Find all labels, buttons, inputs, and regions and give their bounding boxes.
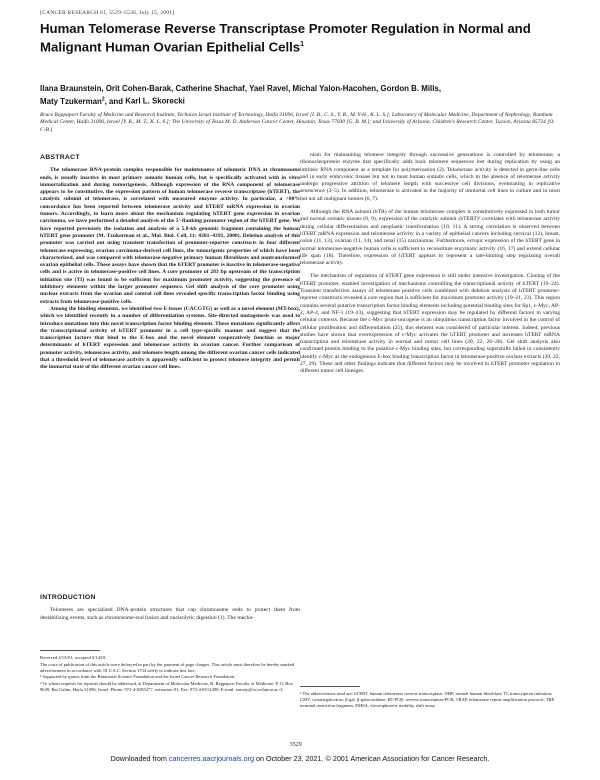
title-text: Human Telomerase Reverse Transcriptase Promoter Regulation in Normal and Malignant Human Ovarian Epithelial Cells	[40, 21, 531, 55]
author: Ilana Braunstein,	[40, 84, 106, 93]
page-number: 5529	[290, 742, 302, 748]
right-column	[300, 152, 560, 382]
author: Michal Yalon-Hacohen,	[292, 84, 381, 93]
footnote-rule	[40, 650, 100, 651]
footnote-abbreviations	[300, 686, 560, 708]
affiliations: Bruce Rappaport Faculty of Medicine and Research Institute, Technion Israel Institute of Technology, Haifa 31096, Israel [I. B., C. S., Y. R., M. Y-H., K. L. S.]; Laboratory of Molecular Medicine, Department of Nephrology, Rambam Medical Center, Haifa 31096, Israel [Y. R., M. T., K. L. S.]; The University of Texas M. D. Anderson Cancer Center, Houston, Texas 77030 [G. B. M.]; and University of Arizona, Children’s Research Center, Tucson, Arizona 85724 [O. C-B.]	[40, 112, 555, 133]
download-prefix: Downloaded from	[110, 754, 169, 763]
introduction-section	[40, 592, 300, 622]
author: Catherine Shachaf,	[175, 84, 250, 93]
author: Yael Ravel,	[249, 84, 293, 93]
abstract-paragraph: Among the binding elements, we identified two E-boxes (CACGTG) as well as a novel element (MT-box), which we identified recently in a number of differentiation systems. Site-directed mutagenesis was used to introduce mutations into this novel transcription factor binding element. These mutations significantly affect the transcriptional activity of hTERT promoter in a cell type-specific manner and suggest that the transcription factors that bind to the E-box and the novel element cooperatively function as major determinants of hTERT expression and telomerase activity in ovarian cancer. Further comparison of promoter activity, telomerase activity, and telomere length among the different ovarian cancer cells indicated that a threshold level of telomerase activity is apparently sufficient to protect telomere integrity and permit the immortal state of the different ovarian cancer cell lines.	[40, 305, 300, 371]
footnote: ³ The abbreviations used are: hTERT, human telomerase reverse transcriptase; NHF, normal human fibroblast; TI, transcription initiation; CMV, cytomegalovirus; β-gal, β-galactosidase; RT-PCR, reverse transcription-PCR; TRAP, telomerase repeat amplification protocol; TRF, terminal restriction fragment; EMSA, electrophoretic mobility shift assay.	[300, 691, 556, 708]
author: Maty Tzukerman$^2$, and	[40, 96, 126, 106]
body-paragraph: Telomeres are specialized DNA-protein structures that cap chromosome ends to protect them from destabilizing events, such as chromosome-end fusion and nucleolytic digestion (1). The mecha-	[40, 607, 300, 621]
download-notice	[0, 755, 600, 764]
abstract-section	[40, 152, 300, 372]
download-suffix: on October 23, 2021. © 2001 American Association for Cancer Research.	[254, 754, 490, 763]
title-footnote-marker: 1	[300, 41, 305, 48]
footnote: Received 1/15/01; accepted 5/14/01.	[40, 655, 108, 660]
footnote: ² To whom requests for reprints should be addressed, at Department of Molecular Medicine, B. Rappaport Faculty of Medicine, P. O. Box 9649, Bat Galim, Haifa 31096, Israel. Phone: 972-4-8295277, extension 81; Fax: 972-4-8512380; E-mail: tzmaty@tx.technion.ac.il.	[40, 681, 293, 692]
footnote-rule	[300, 686, 360, 687]
introduction-heading: INTRODUCTION	[40, 594, 96, 601]
author: Karl L. Skorecki	[125, 96, 185, 106]
journal-site-link[interactable]: cancerres.aacrjournals.org	[168, 754, 254, 763]
body-paragraph: nism for maintaining telomere integrity through successive generations is controlled by telomerase, a ribonucleoprotein enzyme that specifically adds back telomere sequences lost during replication by using an intrinsic RNA component as a template for polymerization (2). Telomerase activity is detected in germ-line cells and in early embryonic tissues but not in most human somatic cells, which in the absence of telomerase activity undergo progressive attrition of telomere length with successive cell divisions, eventuating in replicative senescence (3–5). In addition, telomerase is activated in the majority of immortal cell lines in culture and in most but not all malignant tumors (6, 7).	[300, 152, 560, 202]
footnote: The costs of publication of this article were defrayed in part by the payment of page charges. This article must therefore be hereby marked advertisement in accordance with 18 U.S.C. Section 1734 solely to indicate this fact.	[40, 661, 295, 673]
footnotes-left	[40, 650, 300, 694]
body-paragraph: The mechanism of regulation of hTERT gene expression is still under intensive investigation. Cloning of the hTERT promoter, enabled investigation of mechanisms controlling the transcriptional activity of hTERT (19–24). Transient transfection assays of telomerase positive cells combined with deletion analysis of hTERT promoter-reporter constructs revealed a core region that is sufficient for maximum promoter activity (19–21, 23). This region contains several putative transcription factor binding elements including potential binding sites for Sp1, c-Myc, AP-2, AP-4, and NF-1 (19–23), suggesting that hTERT expression may be regulated by different factors in varying cellular contexts. Because the c-Myc proto-oncogene is an ubiquitous transcription factor involved in the control of cellular proliferation and differentiation (25), this element was considered of particular interest. Indeed, previous studies have shown that overexpression of c-Myc activates the hTERT promoter and increases hTERT mRNA transcription and telomerase activity in normal and tumor cell lines (20, 22, 26–28). Gel shift analysis also confirmed protein binding to the putative c-Myc binding sites, but corresponding supershifts failed to consistently identify c-Myc as the endogenous E-box binding transcription factor in telomerase-positive nuclear extracts (20, 22, 27, 29). These and other findings indicate that different factors may be involved in hTERT promoter regulation in different tumor cell lineages.	[300, 273, 560, 375]
author-list	[40, 83, 560, 107]
paper-title	[40, 21, 560, 55]
abstract-paragraph: The telomerase RNA-protein complex responsible for maintenance of telomeric DNA at chromosome ends, is usually inactive in most primary somatic human cells, but is specifically activated with in vitro immortalization and during tumorigenesis. Although expression of the RNA component of telomerase appears to be constitutive, the expression pattern of human telomerase reverse transcriptase (hTERT), the catalytic subunit of telomerase, is correlated with measured enzyme activity. In particular, a >80% concordance has been reported between telomerase activity and hTERT mRNA expression in ovarian tumors. Accordingly, to learn more about the mechanism regulating hTERT gene expression in ovarian carcinoma, we have performed a detailed analysis of the 5′-flanking promoter region of the hTERT gene. We have reported previously the isolation and analysis of a 5.8-kb genomic fragment containing the human hTERT gene promoter (M. Tzukerman et al., Mol. Biol. Cell, 11: 4381–4391, 2000). Deletion analysis of this promoter was carried out using transient transfection of promoter-reporter constructs in four different telomerase-expressing, ovarian carcinoma-derived cell lines, the tumorigenic properties of which have been characterized, and was compared with telomerase-negative primary human fibroblasts and nontransformed ovarian epithelial cells. These assays have shown that the hTERT promoter is inactive in telomerase-negative cells and is active in telomerase-positive cell lines. A core promoter of 283 bp upstream of the transcription initiation site (TI) was found to be sufficient for maximum promoter activity, suggesting the presence of inhibitory elements within the larger promoter sequence. Gel shift analysis of the core promoter using nuclear extracts from the ovarian and control cell lines revealed specific transcription factor binding using extracts from telomerase-positive cells.	[40, 167, 300, 305]
author: Orit Cohen-Barak,	[105, 84, 176, 93]
abstract-heading: ABSTRACT	[40, 154, 80, 161]
journal-header: [CANCER RESEARCH 61, 5529–5536, July 15, 2001]	[40, 10, 175, 16]
body-paragraph: Although the RNA subunit (hTR) of the human telomerase complex is constitutively expressed in both tumor and normal somatic tissues (8, 9), expression of the catalytic subunit (hTERT)³ correlates with telomerase activity during cellular differentiation and neoplastic transformation (10, 11). A strong correlation is observed between hTERT mRNA expression and telomerase activity in a variety of epithelial cancers including cervical (12), breast, colon (11, 13), ovarian (11, 14), and renal (15) carcinomas. Furthermore, ectopic expression of the hTERT gene in normal telomerase-negative human cells is sufficient to reconstitute enzymatic activity (16, 17) and extend cellular life span (18). Therefore, expression of hTERT appears to represent a rate-limiting step regulating overall telomerase activity.	[300, 209, 560, 267]
footnote: ¹ Supported by grants from the Binational Science Foundation and the Israel Cancer Research Foundation.	[40, 674, 236, 680]
author: Gordon B. Mills,	[380, 84, 442, 93]
